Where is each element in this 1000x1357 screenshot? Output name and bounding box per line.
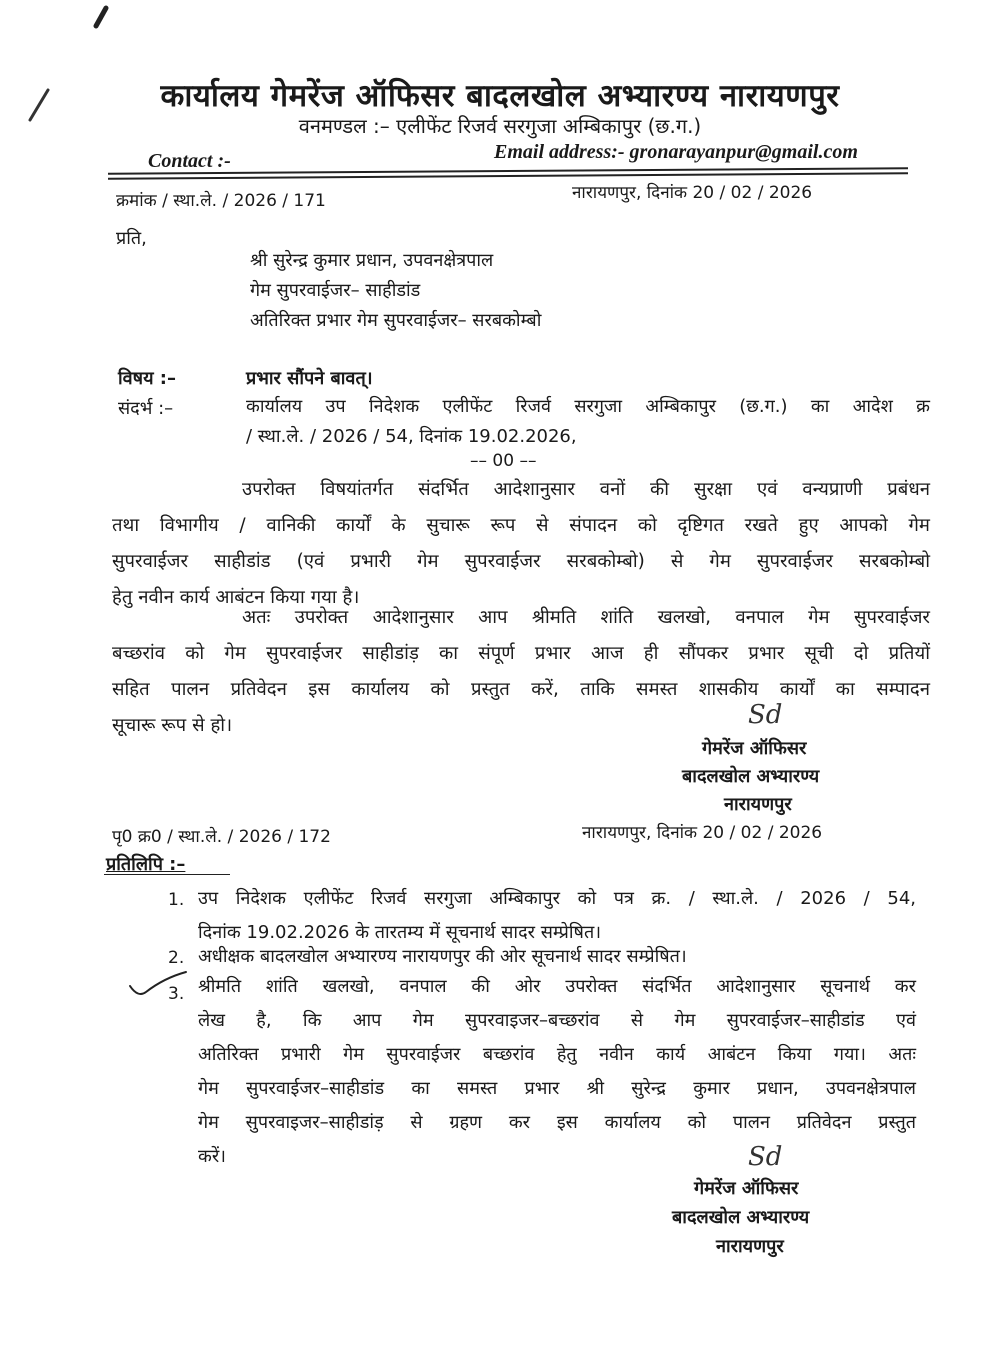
letter-number: क्रमांक / स्था.ले. / 2026 / 171 xyxy=(116,191,326,211)
list-line: गेम सुपरवाइजर–साहीडांड़ से ग्रहण कर इस कार्यालय को पालन प्रतिवेदन प्रस्तुत xyxy=(198,1112,916,1133)
copy-label-rule xyxy=(104,874,230,875)
body-paragraph xyxy=(112,600,930,744)
subject-text: प्रभार सौंपने बावत्। xyxy=(246,368,373,389)
signature-title: गेमरेंज ऑफिसर xyxy=(694,1178,799,1199)
reference-label: संदर्भ :– xyxy=(118,398,174,419)
list-number: 3. xyxy=(168,984,185,1004)
handwritten-signature: Sd xyxy=(748,700,783,730)
contact-label: Contact :- xyxy=(148,150,231,172)
paragraph-line: बच्छरांव को गेम सुपरवाईजर साहीडांड़ का संपूर्ण प्रभार आज ही सौंपकर प्रभार सूची दो प्रतियों xyxy=(112,643,930,664)
handwritten-signature: Sd xyxy=(748,1142,783,1172)
list-line: करें। xyxy=(198,1146,227,1167)
list-line: दिनांक 19.02.2026 के तारतम्य में सूचनार्थ सादर सम्प्रेषित। xyxy=(198,922,602,943)
list-item xyxy=(198,970,916,1174)
endorsement-number: पृ0 क्र0 / स्था.ले. / 2026 / 172 xyxy=(112,827,331,847)
reference-line: कार्यालय उप निदेशक एलीफेंट रिजर्व सरगुजा अम्बिकापुर (छ.ग.) का आदेश क्र xyxy=(246,396,930,417)
office-title: कार्यालय गेमरेंज ऑफिसर बादलखोल अभ्यारण्य नारायणपुर xyxy=(160,78,840,114)
copy-to-label: प्रतिलिपि :– xyxy=(106,854,186,875)
signature-office: बादलखोल अभ्यारण्य xyxy=(682,766,820,787)
letter-date: नारायणपुर, दिनांक 20 / 02 / 2026 xyxy=(572,183,813,203)
list-line: लेख है, कि आप गेम सुपरवाइजर–बच्छरांव से गेम सुपरवाईजर–साहीडांड एवं xyxy=(198,1010,916,1031)
recipient-line: श्री सुरेन्द्र कुमार प्रधान, उपवनक्षेत्रपाल xyxy=(250,250,494,271)
separator: –– 00 –– xyxy=(470,451,537,471)
list-number: 1. xyxy=(168,890,185,910)
pin-mark-icon xyxy=(88,2,118,32)
signature-place: नारायणपुर xyxy=(724,794,792,815)
list-number: 2. xyxy=(168,948,185,968)
recipient-line: अतिरिक्त प्रभार गेम सुपरवाईजर– सरबकोम्बो xyxy=(250,310,542,331)
list-line: अधीक्षक बादलखोल अभ्यारण्य नारायणपुर की ओर सूचनार्थ सादर सम्प्रेषित। xyxy=(198,946,687,967)
signature-office: बादलखोल अभ्यारण्य xyxy=(672,1207,810,1228)
subject-label: विषय :– xyxy=(118,368,176,389)
signature-title: गेमरेंज ऑफिसर xyxy=(702,738,807,759)
reference-line: / स्था.ले. / 2026 / 54, दिनांक 19.02.2026, xyxy=(246,426,577,447)
list-line: अतिरिक्त प्रभारी गेम सुपरवाईजर बच्छरांव हेतु नवीन कार्य आबंटन किया गया। अतः xyxy=(198,1044,916,1065)
email-address: Email address:- gronarayanpur@gmail.com xyxy=(494,141,858,163)
list-item xyxy=(198,940,687,974)
list-line: गेम सुपरवाईजर–साहीडांड का समस्त प्रभार श्री सुरेन्द्र कुमार प्रधान, उपवनक्षेत्रपाल xyxy=(198,1078,916,1099)
paragraph-line: तथा विभागीय / वानिकी कार्यों के सुचारू रूप से संपादन को दृष्टिगत रखते हुए आपको गेम xyxy=(112,515,930,536)
body-paragraph xyxy=(112,472,930,616)
list-line: उप निदेशक एलीफेंट रिजर्व सरगुजा अम्बिकापुर को पत्र क्र. / स्था.ले. / 2026 / 54, xyxy=(198,888,916,909)
signature-place: नारायणपुर xyxy=(716,1236,784,1257)
paragraph-line: सहित पालन प्रतिवेदन इस कार्यालय को प्रस्तुत करें, ताकि समस्त शासकीय कार्यों का सम्पादन xyxy=(112,679,930,700)
endorsement-date: नारायणपुर, दिनांक 20 / 02 / 2026 xyxy=(582,823,823,843)
paragraph-line: हेतु नवीन कार्य आबंटन किया गया है। xyxy=(112,587,360,608)
division-subtitle: वनमण्डल :– एलीफेंट रिजर्व सरगुजा अम्बिकापुर (छ.ग.) xyxy=(298,114,702,138)
paragraph-line: सूचारू रूप से हो। xyxy=(112,715,233,736)
recipient-line: गेम सुपरवाईजर– साहीडांड xyxy=(250,280,421,301)
to-label: प्रति, xyxy=(116,228,147,249)
paragraph-line: अतः उपरोक्त आदेशानुसार आप श्रीमति शांति खलखो, वनपाल गेम सुपरवाईजर xyxy=(242,607,930,628)
list-line: श्रीमति शांति खलखो, वनपाल की ओर उपरोक्त संदर्भित आदेशानुसार सूचनार्थ कर xyxy=(198,976,916,997)
paragraph-line: उपरोक्त विषयांतर्गत संदर्भित आदेशानुसार वनों की सुरक्षा एवं वन्यप्राणी प्रबंधन xyxy=(242,479,930,500)
paragraph-line: सुपरवाईजर साहीडांड (एवं प्रभारी गेम सुपरवाईजर सरबकोम्बो) से गेम सुपरवाईजर सरबकोम्बो xyxy=(112,551,930,572)
